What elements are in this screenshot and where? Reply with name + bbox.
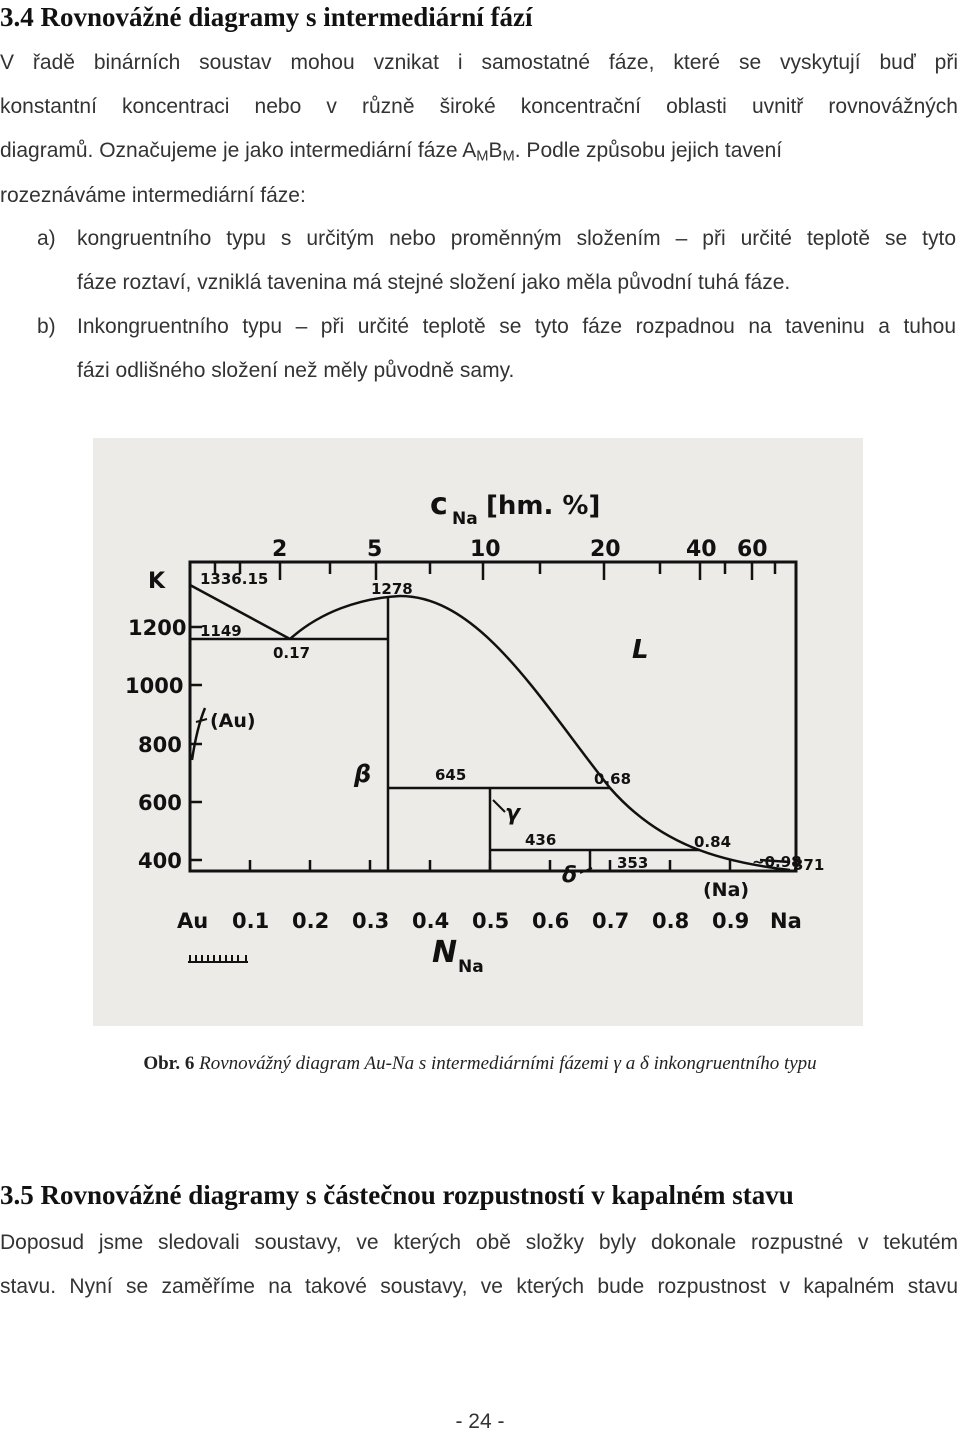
y-tick-600: 600 <box>138 791 182 815</box>
y-tick-800: 800 <box>138 733 182 757</box>
x-tick-0-6: 0.6 <box>532 909 570 933</box>
top-tick-10: 10 <box>470 537 501 562</box>
x-tick-0-7: 0.7 <box>592 909 630 933</box>
page-number: - 24 - <box>455 1410 505 1433</box>
top-tick-5: 5 <box>367 537 383 562</box>
list-marker-a: a) <box>37 227 56 250</box>
label-gamma: γ <box>505 801 520 826</box>
list-item-b-line-2: fázi odlišného složení než měly původně samy. <box>77 359 515 382</box>
caption-text: Rovnovážný diagram Au-Na s intermediárními fázemi γ a δ inkongruentního typu <box>199 1053 817 1074</box>
label-353: 353 <box>617 854 649 872</box>
label-0-17: 0.17 <box>273 644 311 662</box>
caption-label: Obr. 6 <box>143 1053 195 1074</box>
label-na-phase: (Na) <box>703 879 750 901</box>
top-axis-title: c <box>430 487 448 522</box>
plot-frame <box>190 562 796 871</box>
y-tick-1200: 1200 <box>128 616 187 640</box>
list-item-b-line-1: Inkongruentního typu – při určité teplotě se tyto fáze rozpadnou na taveninu a tuhou <box>77 315 956 338</box>
x-tick-0-5: 0.5 <box>472 909 510 933</box>
section-heading-3-4: 3.4 Rovnovážné diagramy s intermediární fází <box>0 2 533 32</box>
y-axis-unit: K <box>148 569 166 594</box>
top-axis-unit: [hm. %] <box>486 491 601 521</box>
label-1336: 1336.15 <box>200 570 269 588</box>
list-item-a-line-1: kongruentního typu s určitým nebo proměnným složením – při určité teplotě se tyto <box>77 227 956 250</box>
phase-diagram-figure <box>93 438 863 1026</box>
beta-liquidus-left <box>290 596 400 639</box>
figure-caption <box>0 1053 960 1075</box>
label-645: 645 <box>435 766 467 784</box>
x-tick-au: Au <box>177 909 209 933</box>
label-0-68: 0.68 <box>594 770 632 788</box>
section-heading-3-5: 3.5 Rovnovážné diagramy s částečnou rozpustností v kapalném stavu <box>0 1180 794 1210</box>
label-delta: δ <box>562 863 578 888</box>
label-0-84: 0.84 <box>694 833 732 851</box>
label-371: 371 <box>793 856 825 874</box>
intro-line-3 <box>0 139 958 165</box>
top-tick-20: 20 <box>590 537 621 562</box>
x-axis-subscript: Na <box>458 957 484 977</box>
y-tick-400: 400 <box>138 849 182 873</box>
liquidus-curve <box>400 596 790 870</box>
x-tick-0-3: 0.3 <box>352 909 390 933</box>
x-tick-0-8: 0.8 <box>652 909 690 933</box>
x-tick-0-1: 0.1 <box>232 909 270 933</box>
section2-line-1: Doposud jsme sledovali soustavy, ve kterých obě složky byly dokonale rozpustné v tekutém <box>0 1231 958 1254</box>
label-0-98: ~0.98 <box>752 853 802 871</box>
label-beta: β <box>354 760 372 788</box>
au-solvus <box>192 708 205 760</box>
x-tick-0-2: 0.2 <box>292 909 330 933</box>
label-436: 436 <box>525 831 557 849</box>
top-tick-40: 40 <box>686 537 717 562</box>
top-tick-2: 2 <box>272 537 288 562</box>
top-tick-60: 60 <box>737 537 768 562</box>
y-tick-1000: 1000 <box>125 674 184 698</box>
section2-line-2: stavu. Nyní se zaměříme na takové soustavy, ve kterých bude rozpustnost v kapalném stavu <box>0 1275 958 1298</box>
phase-boundaries <box>190 585 790 871</box>
intro-line-1: V řadě binárních soustav mohou vznikat i samostatné fáze, které se vyskytují buď při <box>0 51 958 74</box>
top-axis-ticks <box>215 562 775 580</box>
label-1278: 1278 <box>371 580 413 598</box>
label-liquid: L <box>632 635 649 665</box>
intro-line-4: rozeznáváme intermediární fáze: <box>0 184 306 207</box>
x-axis-title: N <box>432 935 458 970</box>
label-au-phase: (Au) <box>210 710 256 732</box>
x-tick-na: Na <box>770 909 802 933</box>
list-item-a-line-2: fáze roztaví, vzniklá tavenina má stejné složení jako měla původní tuhá fáze. <box>77 271 791 294</box>
scale-bar <box>188 955 248 962</box>
top-axis-subscript: Na <box>452 509 478 529</box>
intro-line-2: konstantní koncentraci nebo v různě široké koncentrační oblasti uvnitř rovnovážných <box>0 95 958 118</box>
list-marker-b: b) <box>37 315 56 338</box>
x-tick-0-9: 0.9 <box>712 909 750 933</box>
label-1149: 1149 <box>200 622 242 640</box>
intro-line-3-formula: diagramů. Označujeme je jako intermediární fáze $A_MB_M$. Podle způsobu jejich tavení <box>0 139 783 165</box>
phase-diagram-svg <box>93 438 863 1026</box>
x-tick-0-4: 0.4 <box>412 909 450 933</box>
